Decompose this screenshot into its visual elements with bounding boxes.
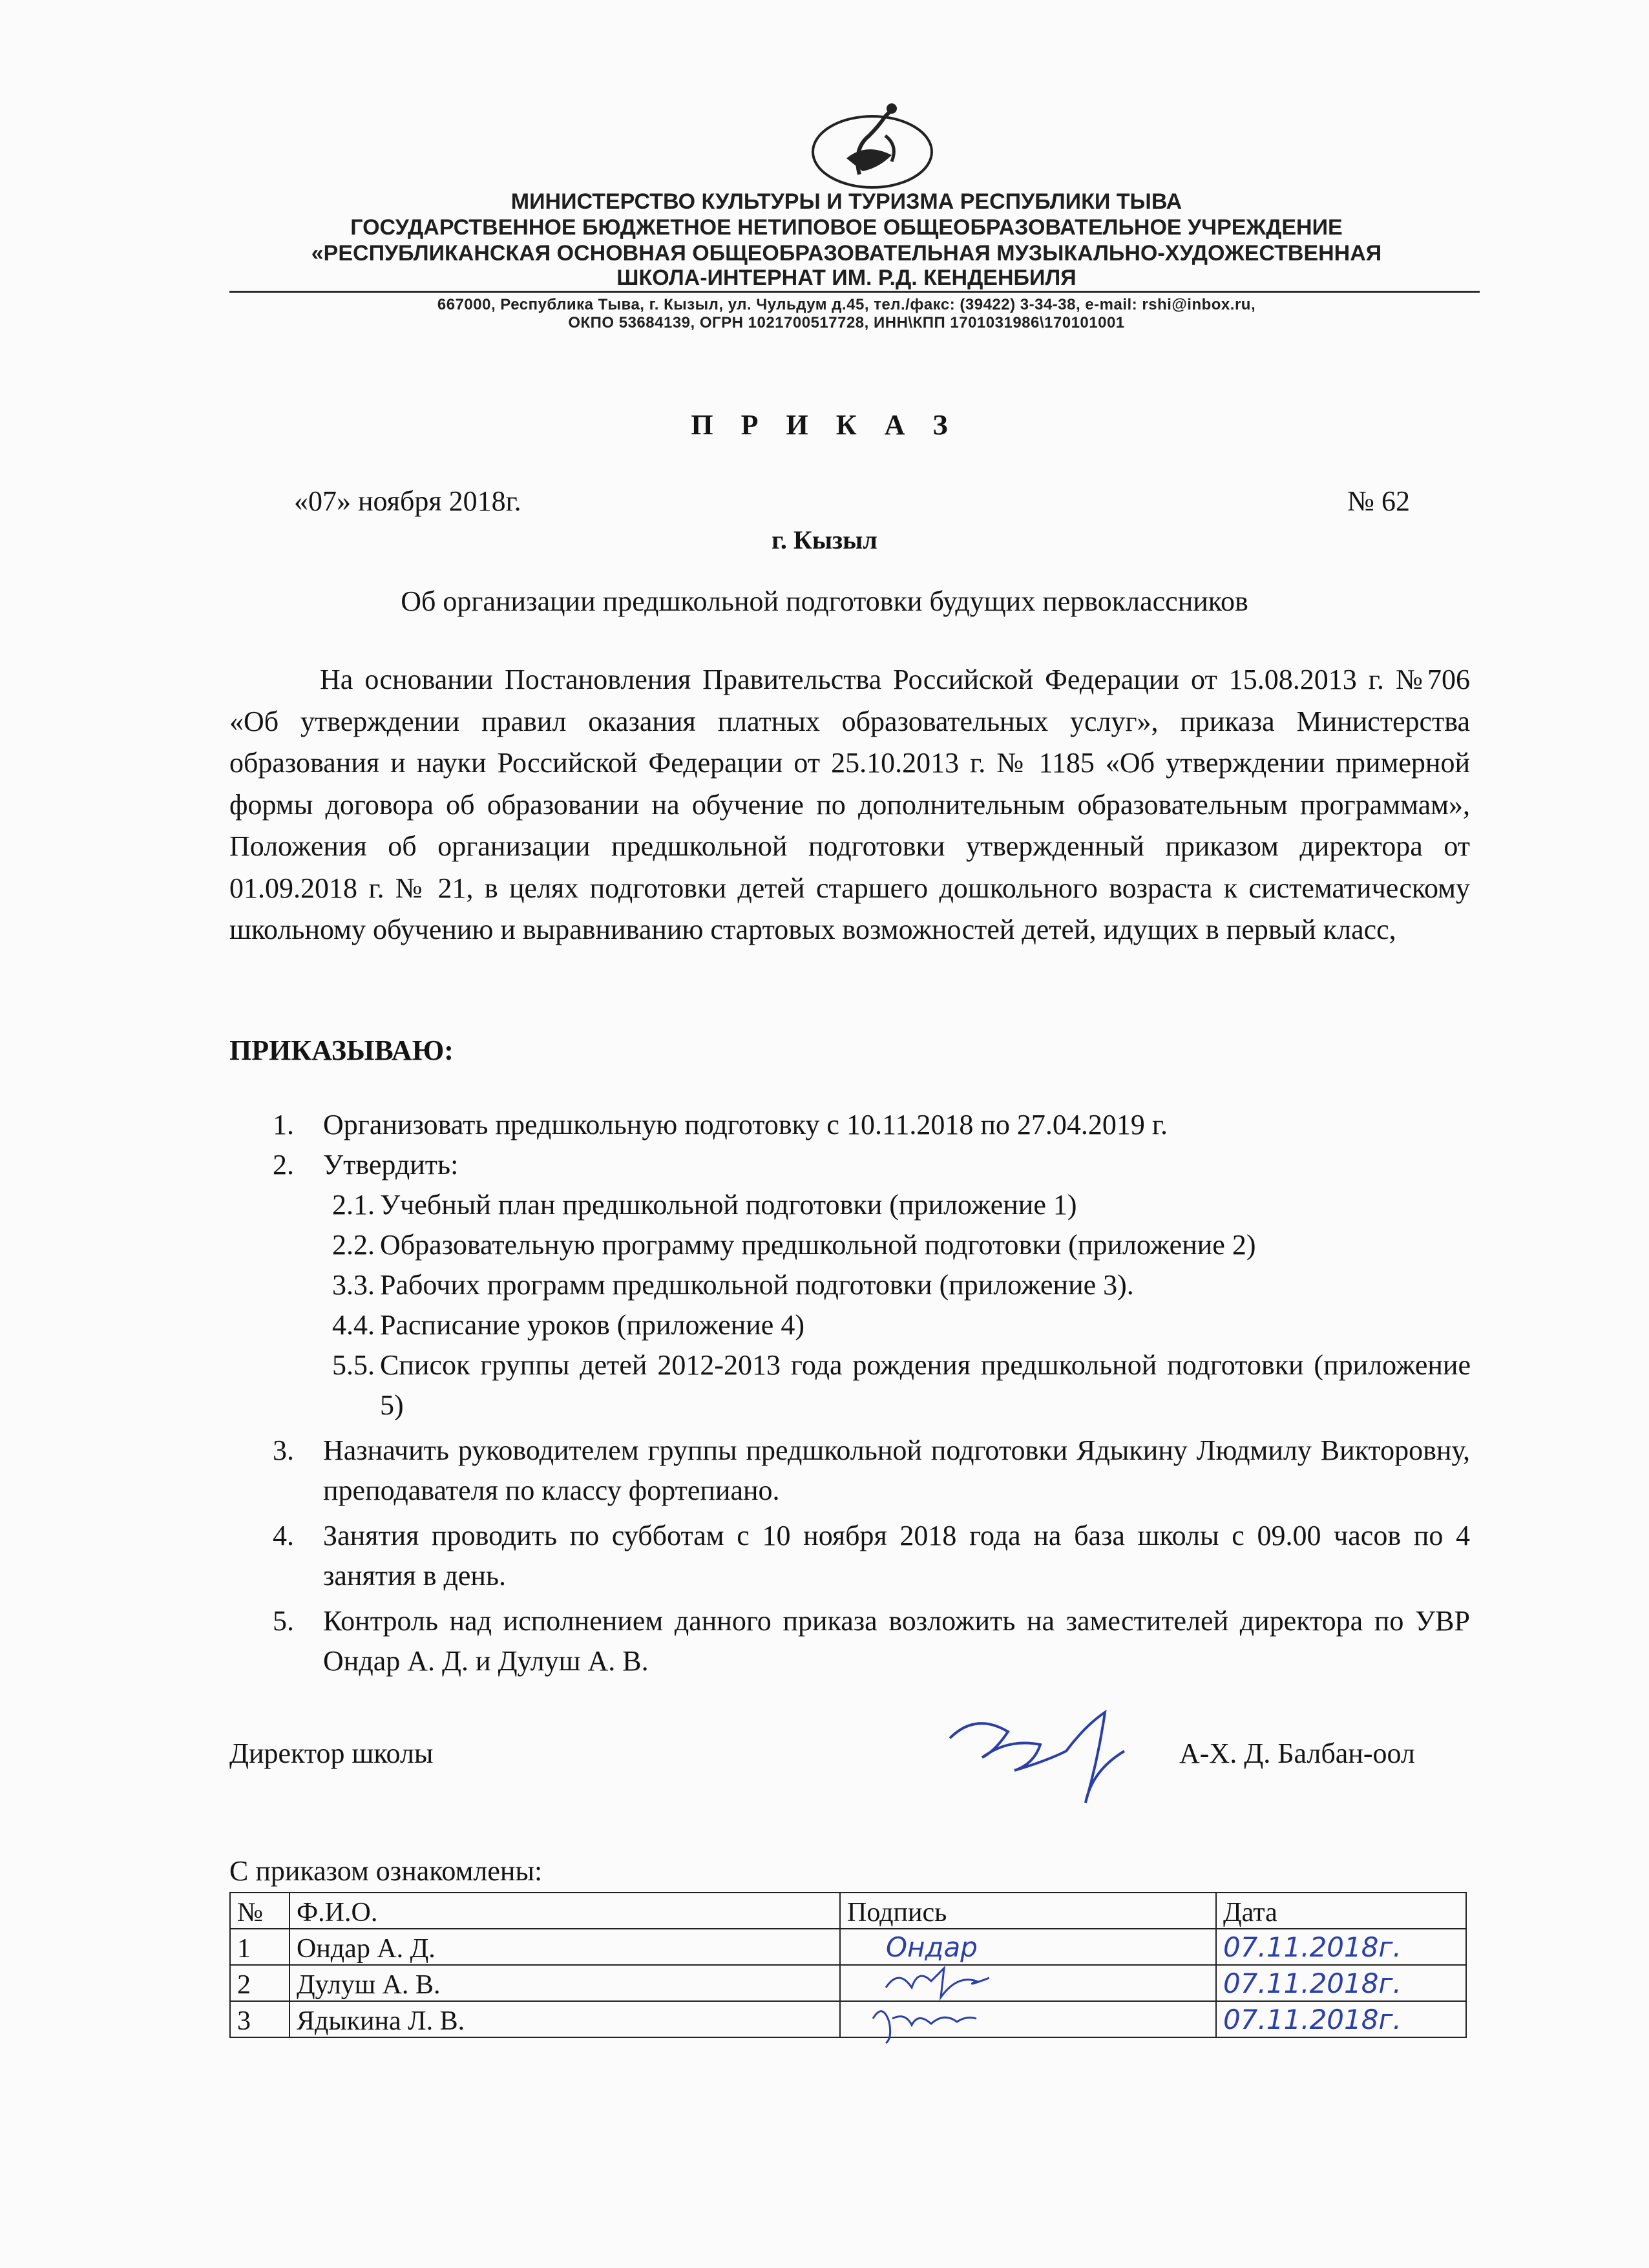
row-date xyxy=(1216,1929,1466,1965)
institution-codes: ОКПО 53684139, ОГРН 1021700517728, ИНН\КПП 1701031986\170101001 xyxy=(568,314,1125,331)
handwritten-date: 07.11.2018г. xyxy=(1223,2004,1402,2035)
item-text: Образовательную программу предшкольной подготовки (приложение 2) xyxy=(380,1229,1256,1261)
header-signature: Подпись xyxy=(840,1893,1216,1929)
header-number: № xyxy=(230,1893,289,1929)
handwritten-signature: Ондар xyxy=(886,1931,978,1963)
document-title: П Р И К А З xyxy=(691,409,958,441)
acknowledgement-table xyxy=(229,1892,1467,2038)
order-number: № 62 xyxy=(1347,485,1410,517)
item-number: 4.4. xyxy=(332,1309,375,1341)
handwritten-date: 07.11.2018г. xyxy=(1223,1931,1402,1963)
row-date xyxy=(1216,1965,1466,2001)
item-text: Расписание уроков (приложение 4) xyxy=(380,1309,804,1341)
table-row xyxy=(230,1929,1466,1965)
row-signature xyxy=(840,2001,1216,2037)
institution-name-line2: ШКОЛА-ИНТЕРНАТ ИМ. Р.Д. КЕНДЕНБИЛЯ xyxy=(616,266,1077,290)
row-name: Ядыкина Л. В. xyxy=(289,2001,840,2037)
table-row xyxy=(230,1965,1466,2001)
letterhead-rule xyxy=(229,291,1480,293)
item-text: Рабочих программ предшкольной подготовки (приложение 3). xyxy=(380,1269,1134,1301)
item-text: Утвердить: xyxy=(323,1149,459,1181)
row-number: 2 xyxy=(230,1965,289,2001)
director-label: Директор школы xyxy=(229,1738,434,1769)
director-signature xyxy=(937,1699,1182,1829)
ministry-name: МИНИСТЕРСТВО КУЛЬТУРЫ И ТУРИЗМА РЕСПУБЛИКИ ТЫВА xyxy=(510,189,1182,214)
signature-scribble xyxy=(879,1962,996,2003)
director-name: А-Х. Д. Балбан-оол xyxy=(1179,1738,1415,1769)
signature-scribble xyxy=(867,1999,983,2044)
row-number: 1 xyxy=(230,1929,289,1965)
item-text: Занятия проводить по субботам с 10 ноября 2018 года на база школы с 09.00 часов по 4 занятия в день. xyxy=(323,1520,1470,1591)
table-row xyxy=(230,2001,1466,2037)
item-text: Список группы детей 2012-2013 года рождения предшкольной подготовки (приложение 5) xyxy=(380,1349,1471,1421)
item-number: 3.3. xyxy=(332,1269,375,1301)
row-name: Ондар А. Д. xyxy=(289,1929,840,1965)
order-date: «07» ноября 2018г. xyxy=(294,485,521,517)
header-date: Дата xyxy=(1216,1893,1466,1929)
basis-text: На основании Постановления Правительства Российской Федерации от 15.08.2013 г. №706 «Об утверждении правил оказания платных образовательных услуг», приказа Министерства образования и науки Российской Федерации от 25.10.2013 г. № 1185 «Об утверждении примерной формы договора об образовании на обучение по дополнительным образовательным программам», Положения об организации предшкольной подготовки утвержденный приказом директора от 01.09.2018 г. № 21, в целях подготовки детей старшего дошкольного возраста к систематическому школьному обучению и выравниванию стартовых возможностей детей, идущих в первый класс, xyxy=(229,664,1470,945)
item-number: 2.1. xyxy=(332,1189,375,1221)
header-name: Ф.И.О. xyxy=(289,1893,840,1929)
row-name: Дулуш А. В. xyxy=(289,1965,840,2001)
item-text: Организовать предшкольную подготовку с 10.11.2018 по 27.04.2019 г. xyxy=(323,1109,1168,1140)
acknowledgement-title: С приказом ознакомлены: xyxy=(229,1855,543,1887)
row-number: 3 xyxy=(230,2001,289,2037)
item-number: 5. xyxy=(273,1605,294,1637)
order-subject: Об организации предшкольной подготовки будущих первоклассников xyxy=(401,585,1248,617)
item-number: 2.2. xyxy=(332,1229,375,1261)
item-number: 2. xyxy=(273,1149,294,1181)
item-number: 3. xyxy=(273,1434,294,1466)
item-number: 5.5. xyxy=(332,1349,375,1381)
basis-paragraph xyxy=(229,659,1470,951)
handwritten-date: 07.11.2018г. xyxy=(1223,1968,1402,1999)
item-number: 4. xyxy=(273,1520,294,1551)
institution-address: 667000, Республика Тыва, г. Кызыл, ул. Чульдум д.45, тел./факс: (39422) 3-34-38, e-mail: rshi@inbox.ru, xyxy=(437,296,1256,313)
row-signature xyxy=(840,1965,1216,2001)
item-number: 1. xyxy=(273,1109,294,1140)
school-logo xyxy=(808,97,937,194)
item-text: Учебный план предшкольной подготовки (приложение 1) xyxy=(380,1189,1077,1221)
institution-name-line1: «РЕСПУБЛИКАНСКАЯ ОСНОВНАЯ ОБЩЕОБРАЗОВАТЕЛЬНАЯ МУЗЫКАЛЬНО-ХУДОЖЕСТВЕННАЯ xyxy=(311,241,1382,266)
table-header-row xyxy=(230,1893,1466,1929)
institution-type: ГОСУДАРСТВЕННОЕ БЮДЖЕТНОЕ НЕТИПОВОЕ ОБЩЕОБРАЗОВАТЕЛЬНОЕ УЧРЕЖДЕНИЕ xyxy=(350,215,1343,240)
order-directive: ПРИКАЗЫВАЮ: xyxy=(229,1034,454,1066)
row-signature xyxy=(840,1929,1216,1965)
item-text: Назначить руководителем группы предшкольной подготовки Ядыкину Людмилу Викторовну, преподавателя по классу фортепиано. xyxy=(323,1434,1470,1506)
item-text: Контроль над исполнением данного приказа возложить на заместителей директора по УВР Ондар А. Д. и Дулуш А. В. xyxy=(323,1605,1470,1677)
row-date xyxy=(1216,2001,1466,2037)
order-city: г. Кызыл xyxy=(772,525,877,554)
